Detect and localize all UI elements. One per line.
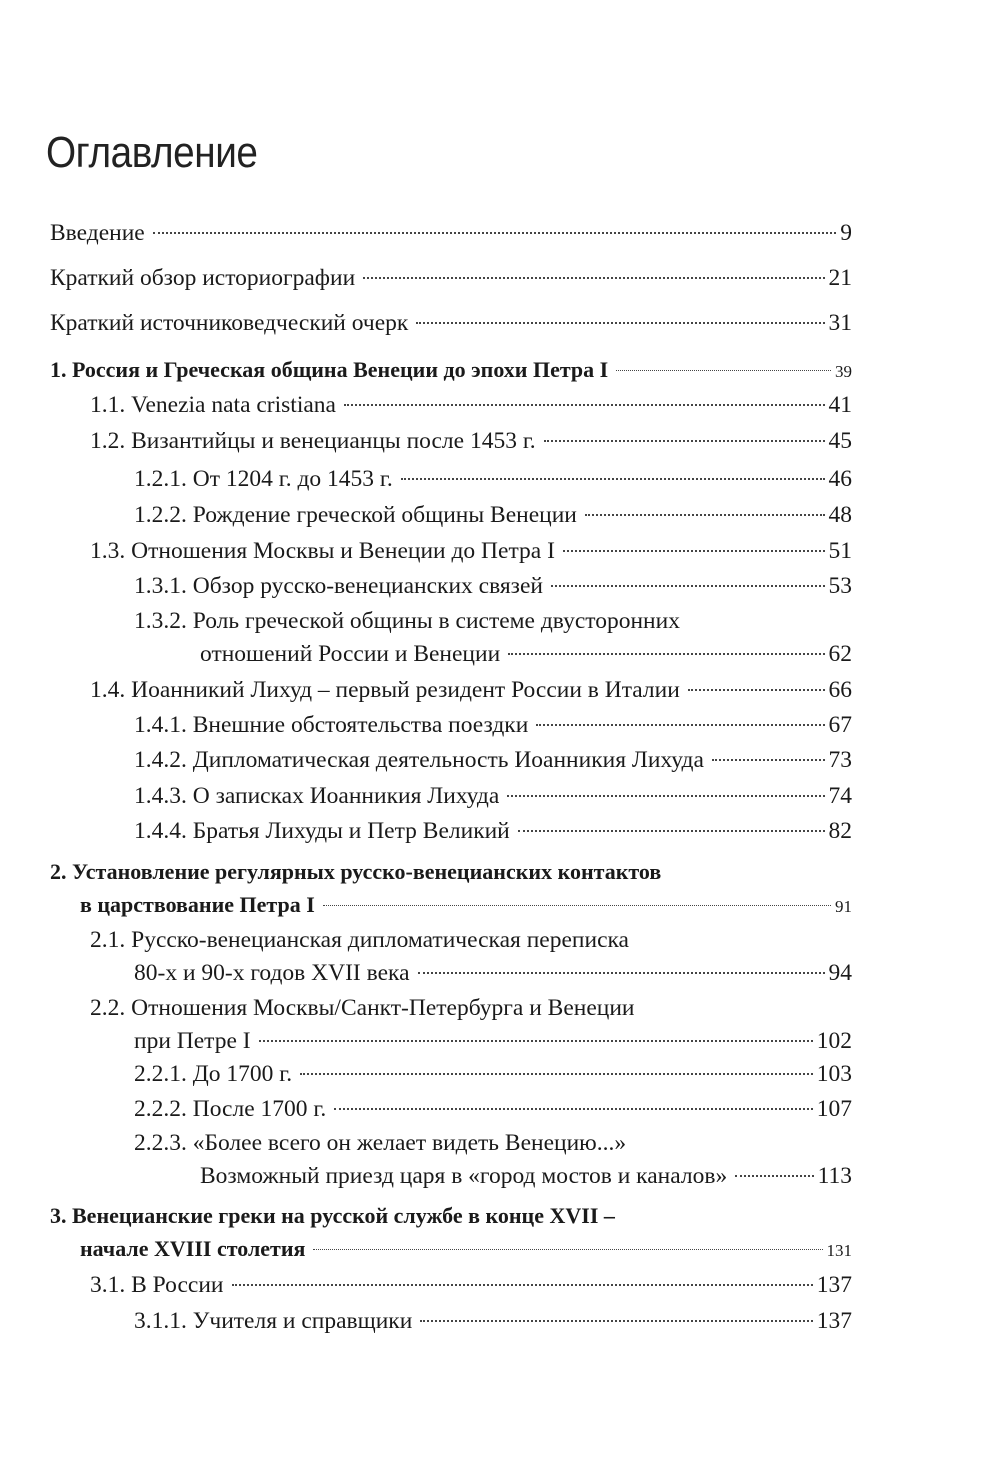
toc-page-number: 53 <box>828 573 852 599</box>
toc-subsection[interactable] <box>134 605 852 671</box>
toc-page-number: 9 <box>840 220 852 246</box>
toc-entry-title: Византийцы и венецианцы после 1453 г. <box>131 428 536 454</box>
toc-entry-title: После 1700 г. <box>192 1096 327 1122</box>
dot-leader <box>712 759 825 761</box>
section-number: 2.2. <box>90 995 126 1021</box>
toc-entry-title: Отношения Москвы/Санкт-Петербурга и Венеции <box>131 995 635 1021</box>
toc-entry[interactable] <box>50 217 852 250</box>
dot-leader <box>418 972 825 974</box>
toc-subsection[interactable] <box>134 1305 852 1338</box>
toc-chapter[interactable] <box>50 353 852 388</box>
toc-entry-title-continued: при Петре I <box>134 1028 251 1054</box>
toc-section[interactable] <box>90 389 852 422</box>
dot-leader <box>363 277 824 279</box>
toc-page-number: 67 <box>828 712 852 738</box>
section-number: 1.1. <box>90 392 126 418</box>
toc-entry[interactable] <box>50 307 852 340</box>
toc-page-number: 102 <box>816 1028 852 1054</box>
dot-leader <box>300 1073 813 1075</box>
dot-leader <box>401 478 825 480</box>
toc-page-number: 21 <box>828 265 852 291</box>
toc-page-number: 137 <box>816 1272 852 1298</box>
toc-page-number: 73 <box>828 747 852 773</box>
section-number: 1.3. <box>90 538 126 564</box>
toc-page-number: 91 <box>835 897 852 916</box>
toc-entry-title: От 1204 г. до 1453 г. <box>192 466 393 492</box>
toc-entry-title: Венецианские греки на русской службе в конце XVII – <box>72 1203 615 1228</box>
toc-section[interactable] <box>90 992 852 1058</box>
toc-section[interactable] <box>90 1269 852 1302</box>
dot-leader <box>344 404 825 406</box>
page-title: Оглавление <box>46 128 258 177</box>
subsection-number: 1.4.1. <box>134 712 187 738</box>
dot-leader <box>551 585 825 587</box>
toc-subsection[interactable] <box>134 815 852 848</box>
dot-leader <box>507 795 824 797</box>
dot-leader <box>536 724 824 726</box>
toc-entry-title-continued: начале XVIII столетия <box>80 1236 306 1261</box>
toc-entry-title: «Более всего он желает видеть Венецию...» <box>192 1130 627 1156</box>
toc-page-number: 62 <box>828 641 852 667</box>
dot-leader <box>334 1108 812 1110</box>
toc-page-number: 46 <box>828 466 852 492</box>
toc-chapter[interactable] <box>50 1199 852 1267</box>
toc-page-number: 66 <box>828 677 852 703</box>
subsection-number: 1.3.1. <box>134 573 187 599</box>
toc-entry-title: Иоанникий Лихуд – первый резидент России в Италии <box>131 677 680 703</box>
chapter-number: 1. <box>50 357 67 382</box>
toc-subsection[interactable] <box>134 780 852 813</box>
toc-page-number: 41 <box>828 392 852 418</box>
dot-leader <box>153 232 837 234</box>
dot-leader <box>735 1175 813 1177</box>
subsection-number: 1.4.2. <box>134 747 187 773</box>
toc-entry-title: Россия и Греческая община Венеции до эпохи Петра I <box>72 357 609 382</box>
dot-leader <box>585 514 825 516</box>
toc-page-number: 45 <box>828 428 852 454</box>
toc-entry-title: Рождение греческой общины Венеции <box>192 502 577 528</box>
subsection-number: 3.1.1. <box>134 1308 187 1334</box>
section-number: 1.4. <box>90 677 126 703</box>
toc-page-number: 31 <box>828 310 852 336</box>
toc-entry-title: Дипломатическая деятельность Иоанникия Лихуда <box>192 747 704 773</box>
toc-entry-title: Venezia nata cristiana <box>131 392 336 418</box>
toc-chapter[interactable] <box>50 855 852 923</box>
dot-leader <box>259 1040 813 1042</box>
chapter-number: 3. <box>50 1203 67 1228</box>
toc-entry-title: Учителя и справщики <box>192 1308 413 1334</box>
toc-page-number: 82 <box>828 818 852 844</box>
toc-section[interactable] <box>90 535 852 568</box>
subsection-number: 1.4.4. <box>134 818 187 844</box>
subsection-number: 1.3.2. <box>134 608 187 634</box>
toc-subsection[interactable] <box>134 499 852 532</box>
toc-entry-title: О записках Иоанникия Лихуда <box>192 783 500 809</box>
toc-section[interactable] <box>90 674 852 707</box>
toc-subsection[interactable] <box>134 463 852 496</box>
toc-page-number: 94 <box>828 960 852 986</box>
dot-leader <box>544 440 825 442</box>
subsection-number: 1.4.3. <box>134 783 187 809</box>
toc-subsection[interactable] <box>134 709 852 742</box>
toc-entry-title: Роль греческой общины в системе двусторонних <box>192 608 680 634</box>
toc-entry-title-continued: в царствование Петра I <box>80 892 315 917</box>
dot-leader <box>688 689 825 691</box>
toc-page-number: 51 <box>828 538 852 564</box>
toc-entry-title: В России <box>131 1272 224 1298</box>
toc-page-number: 107 <box>816 1096 852 1122</box>
toc-entry-title: Введение <box>50 220 145 246</box>
dot-leader <box>232 1284 813 1286</box>
toc-page-number: 103 <box>816 1061 852 1087</box>
toc-subsection[interactable] <box>134 744 852 777</box>
toc-entry-title: Отношения Москвы и Венеции до Петра I <box>131 538 555 564</box>
toc-entry-title: Краткий источниковедческий очерк <box>50 310 409 336</box>
dot-leader <box>518 830 825 832</box>
toc-section[interactable] <box>90 924 852 990</box>
toc-section[interactable] <box>90 425 852 458</box>
chapter-number: 2. <box>50 859 67 884</box>
toc-entry-title-continued: отношений России и Венеции <box>200 641 501 667</box>
dot-leader <box>313 1249 822 1250</box>
dot-leader <box>416 322 824 324</box>
toc-entry-title: Внешние обстоятельства поездки <box>192 712 529 738</box>
toc-subsection[interactable] <box>134 1127 852 1193</box>
toc-entry-title: Краткий обзор историографии <box>50 265 356 291</box>
subsection-number: 1.2.2. <box>134 502 187 528</box>
toc-entry-title: Установление регулярных русско-венецианских контактов <box>72 859 662 884</box>
subsection-number: 1.2.1. <box>134 466 187 492</box>
dot-leader <box>323 905 831 906</box>
toc-entry[interactable] <box>50 262 852 295</box>
toc-page-number: 39 <box>835 362 852 381</box>
toc-page-number: 137 <box>816 1308 852 1334</box>
toc-subsection[interactable] <box>134 1093 852 1126</box>
subsection-number: 2.2.1. <box>134 1061 187 1087</box>
toc-entry-title-continued: Возможный приезд царя в «город мостов и каналов» <box>200 1163 728 1189</box>
toc-page-number: 74 <box>828 783 852 809</box>
section-number: 3.1. <box>90 1272 126 1298</box>
toc-entry-title: Обзор русско-венецианских связей <box>192 573 543 599</box>
toc-page-number: 48 <box>828 502 852 528</box>
toc-entry-title: Братья Лихуды и Петр Великий <box>192 818 510 844</box>
toc-entry-title: До 1700 г. <box>192 1061 293 1087</box>
toc-subsection[interactable] <box>134 1058 852 1091</box>
toc-entry-title: Русско-венецианская дипломатическая переписка <box>131 927 629 953</box>
toc-page-number: 113 <box>817 1163 852 1189</box>
dot-leader <box>563 550 825 552</box>
dot-leader <box>508 653 824 655</box>
subsection-number: 2.2.3. <box>134 1130 187 1156</box>
toc-page-number: 131 <box>826 1241 852 1260</box>
section-number: 1.2. <box>90 428 126 454</box>
section-number: 2.1. <box>90 927 126 953</box>
dot-leader <box>616 370 831 371</box>
subsection-number: 2.2.2. <box>134 1096 187 1122</box>
toc-entry-title-continued: 80-х и 90-х годов XVII века <box>134 960 410 986</box>
dot-leader <box>420 1320 812 1322</box>
toc-subsection[interactable] <box>134 570 852 603</box>
